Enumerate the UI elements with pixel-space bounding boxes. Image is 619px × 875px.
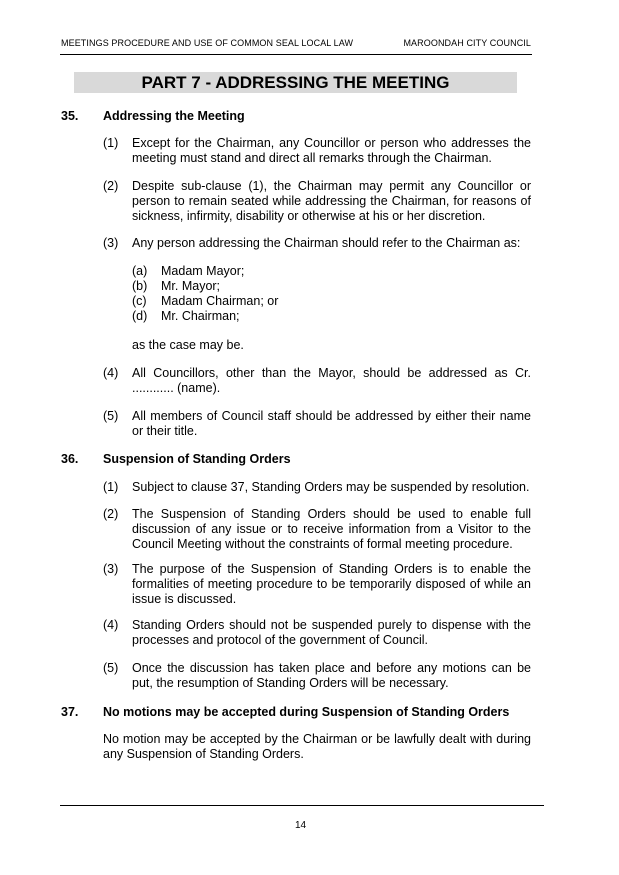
paragraph-text: Once the discussion has taken place and before any motions can be put, the resumption of Standing Orders will be necessary. (132, 661, 531, 690)
sub-item-letter: (d) (132, 309, 148, 323)
after-sub-items-text: as the case may be. (132, 338, 244, 352)
paragraph-number: (1) (103, 480, 119, 494)
paragraph-text: The Suspension of Standing Orders should be used to enable full discussion of any issue or to receive information from a Visitor to the Council Meeting without the constraints of formal meeting procedure. (132, 507, 531, 551)
paragraph-number: (2) (103, 507, 119, 521)
page-number: 14 (294, 820, 307, 831)
section-title: Suspension of Standing Orders (103, 452, 291, 466)
paragraph-number: (3) (103, 562, 119, 576)
paragraph-number: (5) (103, 409, 119, 423)
paragraph-text: Standing Orders should not be suspended purely to dispense with the processes and protocol of the government of Council. (132, 618, 531, 647)
running-header-left: MEETINGS PROCEDURE AND USE OF COMMON SEAL LOCAL LAW (61, 38, 354, 48)
paragraph-text: All Councillors, other than the Mayor, should be addressed as Cr. ............ (name). (132, 366, 531, 395)
section-title: No motions may be accepted during Suspension of Standing Orders (103, 705, 510, 719)
paragraph-text: The purpose of the Suspension of Standing Orders is to enable the formalities of meeting procedure to be temporarily disposed of while an issue is discussed. (132, 562, 531, 606)
sub-item-text: Mr. Chairman; (161, 309, 240, 323)
sub-item-text: Mr. Mayor; (161, 279, 221, 293)
sub-item-text: Madam Chairman; or (161, 294, 279, 308)
sub-item-letter: (b) (132, 279, 148, 293)
sub-item-letter: (c) (132, 294, 147, 308)
running-header-right: MAROONDAH CITY COUNCIL (403, 38, 531, 48)
section-number: 35. (61, 109, 79, 123)
section-number: 36. (61, 452, 79, 466)
footer-divider (60, 805, 544, 806)
paragraph-text: Any person addressing the Chairman should refer to the Chairman as: (132, 236, 521, 250)
sub-item-letter: (a) (132, 264, 148, 278)
paragraph-text: Except for the Chairman, any Councillor or person who addresses the meeting must stand and direct all remarks through the Chairman. (132, 136, 531, 165)
paragraph-text: Subject to clause 37, Standing Orders may be suspended by resolution. (132, 480, 530, 494)
paragraph-number: (5) (103, 661, 119, 675)
paragraph-number: (1) (103, 136, 119, 150)
section-title: Addressing the Meeting (103, 109, 245, 123)
paragraph-number: (3) (103, 236, 119, 250)
header-divider (60, 54, 532, 55)
paragraph-text: Despite sub-clause (1), the Chairman may permit any Councillor or person to remain seated while addressing the Chairman, for reasons of sickness, infirmity, disability or otherwise at his or her discretion. (132, 179, 531, 223)
section-body-text: No motion may be accepted by the Chairman or be lawfully dealt with during any Suspension of Standing Orders. (103, 732, 531, 761)
part-title: PART 7 - ADDRESSING THE MEETING (74, 72, 517, 93)
section-number: 37. (61, 705, 79, 719)
paragraph-number: (4) (103, 366, 119, 380)
paragraph-text: All members of Council staff should be addressed by either their name or their title. (132, 409, 531, 438)
paragraph-number: (4) (103, 618, 119, 632)
sub-item-text: Madam Mayor; (161, 264, 245, 278)
paragraph-number: (2) (103, 179, 119, 193)
